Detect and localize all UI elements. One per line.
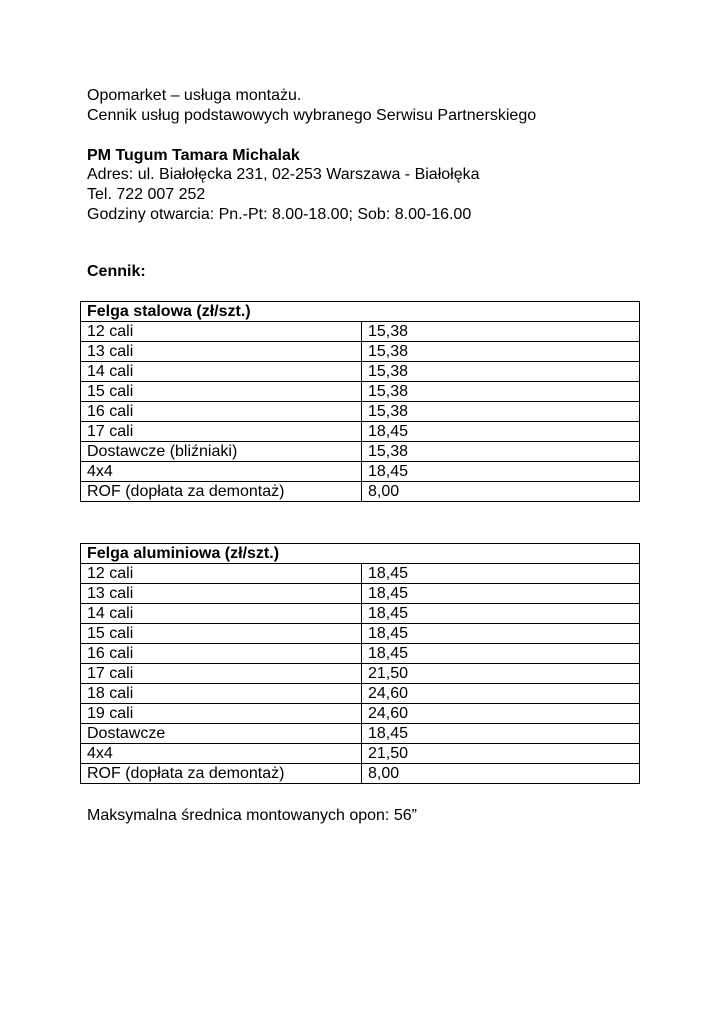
- rim-size-cell: 13 cali: [81, 584, 362, 604]
- rim-size-cell: 13 cali: [81, 342, 362, 362]
- price-cell: 21,50: [362, 664, 640, 684]
- rim-size-cell: Dostawcze (bliźniaki): [81, 442, 362, 462]
- cennik-label: Cennik:: [87, 263, 146, 280]
- table-row: [81, 482, 640, 502]
- rim-size-cell: Dostawcze: [81, 724, 362, 744]
- rim-size-cell: 4x4: [81, 462, 362, 482]
- price-cell: 18,45: [362, 724, 640, 744]
- company-address: Adres: ul. Białołęcka 231, 02-253 Warszawa - Białołęka: [87, 166, 480, 183]
- table-row: [81, 342, 640, 362]
- rim-size-cell: 18 cali: [81, 684, 362, 704]
- table-row: [81, 362, 640, 382]
- rim-size-cell: 14 cali: [81, 604, 362, 624]
- table-row: [81, 764, 640, 784]
- header-line-1: Opomarket – usługa montażu.: [87, 87, 302, 104]
- price-cell: 18,45: [362, 462, 640, 482]
- rim-size-cell: 4x4: [81, 744, 362, 764]
- price-cell: 15,38: [362, 442, 640, 462]
- table-row: [81, 584, 640, 604]
- table-row: [81, 462, 640, 482]
- price-cell: 8,00: [362, 482, 640, 502]
- rim-size-cell: 17 cali: [81, 422, 362, 442]
- company-name: PM Tugum Tamara Michalak: [87, 147, 300, 164]
- price-cell: 18,45: [362, 604, 640, 624]
- alu-table-title: Felga aluminiowa (zł/szt.): [81, 544, 640, 564]
- table-header-row: [81, 544, 640, 564]
- rim-size-cell: 19 cali: [81, 704, 362, 724]
- price-cell: 18,45: [362, 422, 640, 442]
- price-cell: 21,50: [362, 744, 640, 764]
- price-cell: 15,38: [362, 382, 640, 402]
- price-cell: 15,38: [362, 322, 640, 342]
- price-cell: 15,38: [362, 362, 640, 382]
- price-cell: 15,38: [362, 342, 640, 362]
- header-line-2: Cennik usług podstawowych wybranego Serwisu Partnerskiego: [87, 107, 537, 124]
- alu-rim-price-table: [80, 543, 640, 784]
- steel-table-title: Felga stalowa (zł/szt.): [81, 302, 640, 322]
- rim-size-cell: 16 cali: [81, 402, 362, 422]
- table-row: [81, 604, 640, 624]
- price-cell: 18,45: [362, 584, 640, 604]
- company-hours: Godziny otwarcia: Pn.-Pt: 8.00-18.00; Sob: 8.00-16.00: [87, 206, 472, 223]
- rim-size-cell: 15 cali: [81, 382, 362, 402]
- price-cell: 18,45: [362, 624, 640, 644]
- table-row: [81, 684, 640, 704]
- table-row: [81, 322, 640, 342]
- table-row: [81, 704, 640, 724]
- table-row: [81, 644, 640, 664]
- rim-size-cell: 17 cali: [81, 664, 362, 684]
- rim-size-cell: 16 cali: [81, 644, 362, 664]
- price-cell: 15,38: [362, 402, 640, 422]
- footer-note: Maksymalna średnica montowanych opon: 56”: [87, 807, 417, 824]
- price-cell: 24,60: [362, 704, 640, 724]
- price-cell: 8,00: [362, 764, 640, 784]
- rim-size-cell: 14 cali: [81, 362, 362, 382]
- rim-size-cell: 12 cali: [81, 564, 362, 584]
- rim-size-cell: 15 cali: [81, 624, 362, 644]
- table-row: [81, 744, 640, 764]
- table-row: [81, 664, 640, 684]
- table-row: [81, 724, 640, 744]
- rim-size-cell: ROF (dopłata za demontaż): [81, 482, 362, 502]
- table-row: [81, 382, 640, 402]
- company-phone: Tel. 722 007 252: [87, 186, 206, 203]
- table-header-row: [81, 302, 640, 322]
- price-cell: 18,45: [362, 564, 640, 584]
- steel-rim-price-table: [80, 301, 640, 502]
- table-row: [81, 564, 640, 584]
- table-row: [81, 442, 640, 462]
- rim-size-cell: ROF (dopłata za demontaż): [81, 764, 362, 784]
- table-row: [81, 624, 640, 644]
- table-row: [81, 422, 640, 442]
- table-row: [81, 402, 640, 422]
- price-cell: 18,45: [362, 644, 640, 664]
- rim-size-cell: 12 cali: [81, 322, 362, 342]
- price-cell: 24,60: [362, 684, 640, 704]
